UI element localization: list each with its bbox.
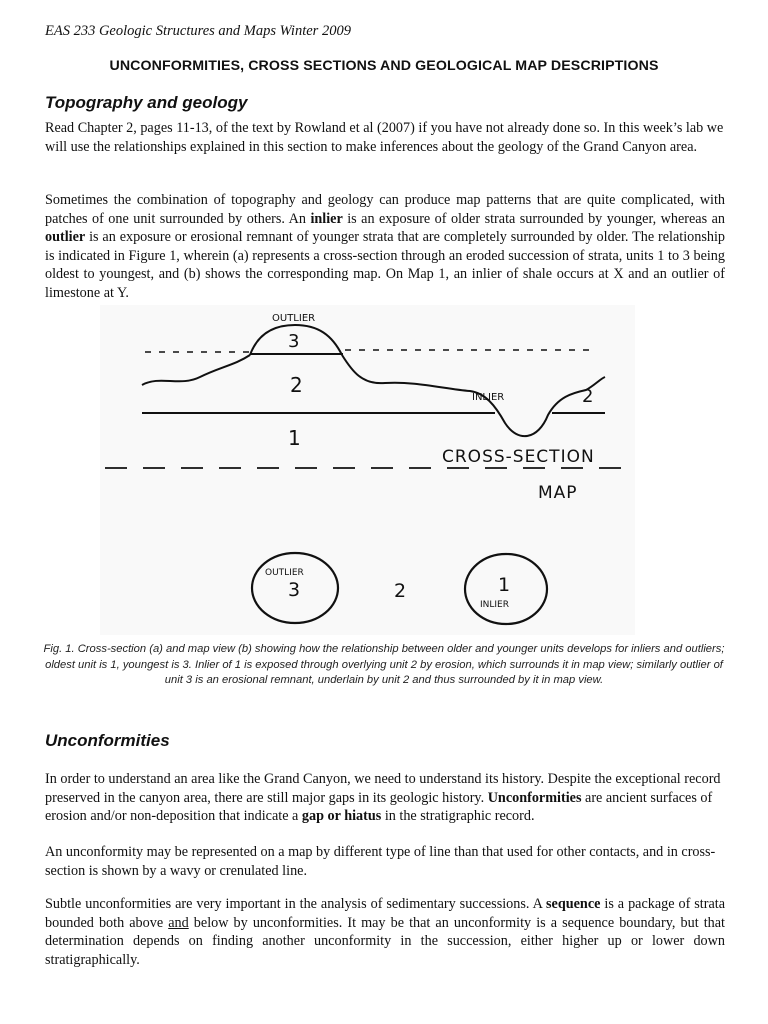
- text-run: Sometimes the combination of topography and geology can produce map patterns that are quite complicated, with patches of one unit surrounded by others. An: [45, 192, 725, 227]
- document-title: UNCONFORMITIES, CROSS SECTIONS AND GEOLOGICAL MAP DESCRIPTIONS: [109, 58, 659, 74]
- section-heading-topography: Topography and geology: [45, 93, 248, 112]
- label-unit-1: 1: [288, 426, 301, 450]
- course-header: EAS 233 Geologic Structures and Maps Winter 2009: [45, 23, 351, 39]
- label-map-unit-2: 2: [394, 580, 407, 602]
- figure-background: [100, 305, 635, 635]
- section-heading-unconformities: Unconformities: [45, 731, 170, 750]
- term-inlier: inlier: [310, 210, 343, 227]
- text-run: below by unconformities. It may be that an unconformity is a sequence boundary, but that determination depends on finding another unconformity in the succession, either higher up or lower down stratigraphically.: [45, 914, 725, 968]
- paragraph-inlier-outlier: [45, 191, 725, 303]
- text-run: is an exposure of older strata surrounded by younger, whereas an: [342, 210, 725, 227]
- label-unit-2: 2: [290, 373, 303, 397]
- text-run: is an exposure or erosional remnant of younger strata that are completely surrounded by older. The relationship is indicated in Figure 1, wherein (a) represents a cross-section through an eroded succession of strata, units 1 to 3 being oldest to youngest, and (b) shows the corresponding map. On Map 1, an inlier of shale occurs at X and an outlier of limestone at Y.: [45, 229, 725, 301]
- label-unit-2-right: 2: [582, 386, 594, 407]
- text-run: In order to understand an area like the Grand Canyon, we need to understand its history. Despite the exceptional record preserved in the canyon area, there are still major gaps in its geologic history.: [45, 771, 721, 806]
- figure-caption: Fig. 1. Cross-section (a) and map view (b) showing how the relationship between older and younger units develops for inliers and outliers; oldest unit is 1, youngest is 3. Inlier of 1 is exposed through overlying unit 2 by erosion, which surrounds it in map view; similarly outlier of unit 3 is an erosional remnant, underlain by unit 2 and thus surrounded by it in map view.: [43, 643, 725, 687]
- paragraph-unconformity-representation: An unconformity may be represented on a map by different type of line than that used for other contacts, and in cross-section is shown by a wavy or crenulated line.: [45, 844, 716, 879]
- label-map-unit-3: 3: [288, 579, 301, 601]
- label-inlier-map: INLIER: [480, 600, 509, 610]
- paragraph-unconformities-intro: [45, 770, 725, 826]
- label-map-unit-1: 1: [498, 574, 511, 596]
- text-run: are ancient surfaces of erosion and/or non-deposition that indicate a: [45, 789, 713, 825]
- label-map: MAP: [538, 483, 578, 503]
- text-run: in the stratigraphic record.: [381, 808, 535, 825]
- text-run: Subtle unconformities are very important in the analysis of sedimentary successions. A: [45, 896, 547, 912]
- text-run: is a package of strata bounded both above: [45, 896, 725, 931]
- label-outlier-map: OUTLIER: [265, 568, 304, 578]
- underlined-and: and: [168, 914, 189, 931]
- term-unconformities: Unconformities: [487, 789, 582, 806]
- term-outlier: outlier: [45, 229, 86, 246]
- label-outlier-cross-section: OUTLIER: [272, 313, 316, 324]
- term-sequence: sequence: [546, 896, 601, 912]
- label-unit-3: 3: [288, 331, 300, 352]
- label-inlier-cross-section: INLIER: [472, 392, 505, 403]
- paragraph-sequence: [45, 895, 725, 969]
- term-gap-or-hiatus: gap or hiatus: [301, 808, 382, 825]
- label-cross-section: CROSS-SECTION: [442, 447, 595, 467]
- figure-1: [100, 305, 635, 635]
- figure-1-sketch: [100, 305, 635, 635]
- paragraph-reading-assignment: Read Chapter 2, pages 11-13, of the text by Rowland et al (2007) if you have not already done so. In this week’s lab we will use the relationships explained in this section to make inferences about the geology of the Grand Canyon area.: [45, 120, 724, 155]
